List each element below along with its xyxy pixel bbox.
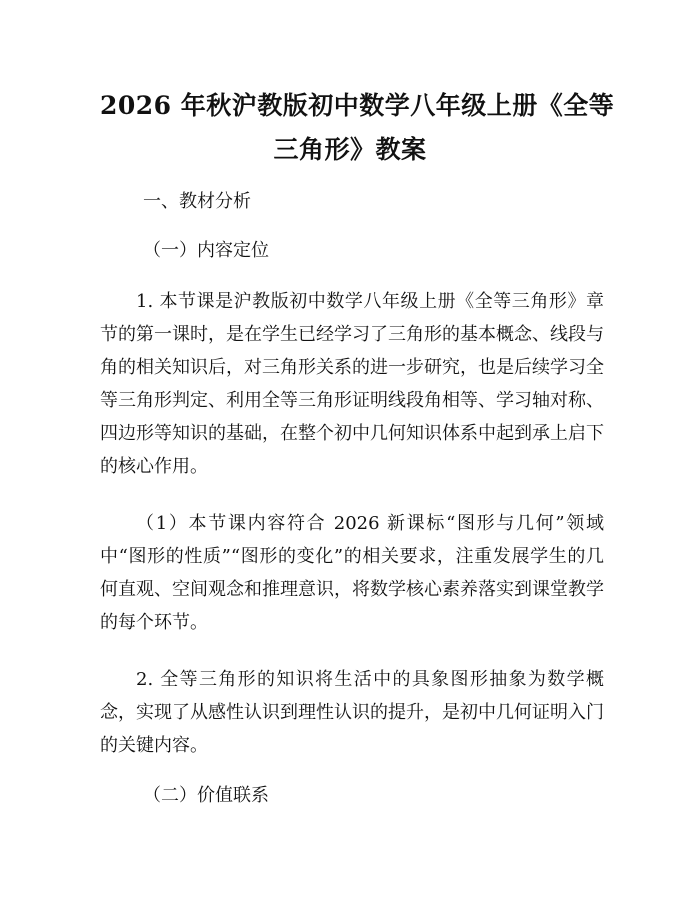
document-title-line-2: 三角形》教案 — [273, 135, 427, 164]
paragraph-2: （1）本节课内容符合 2026 新课标“图形与几何”领域中“图形的性质”“图形的变化”的相关要求，注重发展学生的几何直观、空间观念和推理意识，将数学核心素养落实到课堂教学的每个环节。 — [100, 513, 604, 633]
subsection-heading-content-positioning: （一）内容定位 — [143, 240, 269, 261]
paragraph-3: 2. 全等三角形的知识将生活中的具象图形抽象为数学概念，实现了从感性认识到理性认识的提升，是初中几何证明入门的关键内容。 — [100, 669, 604, 756]
paragraph-1: 1. 本节课是沪教版初中数学八年级上册《全等三角形》章节的第一课时，是在学生已经学习了三角形的基本概念、线段与角的相关知识后，对三角形关系的进一步研究，也是后续学习全等三角形判定、利用全等三角形证明线段角相等、学习轴对称、四边形等知识的基础，在整个初中几何知识体系中起到承上启下的核心作用。 — [100, 291, 604, 477]
section-heading-textbook-analysis: 一、教材分析 — [143, 191, 251, 212]
subsection-heading-value-connection: （二）价值联系 — [143, 785, 269, 806]
document-title-line-1: 2026 年秋沪教版初中数学八年级上册《全等 — [100, 91, 615, 120]
